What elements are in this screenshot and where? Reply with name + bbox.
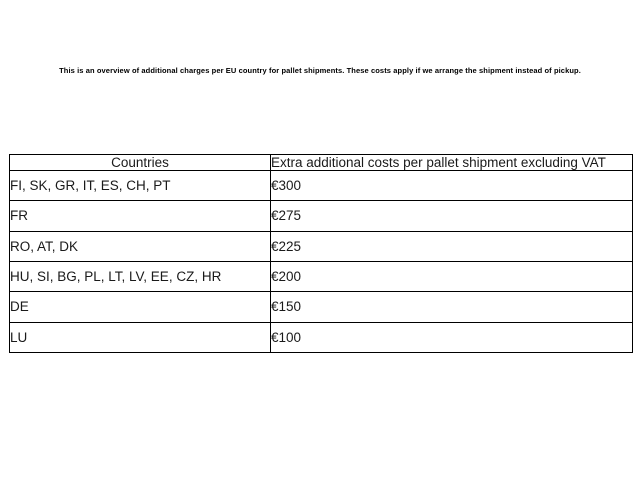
table-row [10, 231, 633, 261]
countries-cell: RO, AT, DK [10, 231, 271, 261]
overview-note: This is an overview of additional charges per EU country for pallet shipments. These costs apply if we arrange the shipment instead of pickup. [59, 66, 581, 75]
table-row [10, 261, 633, 291]
countries-cell: FR [10, 201, 271, 231]
countries-cell: HU, SI, BG, PL, LT, LV, EE, CZ, HR [10, 261, 271, 291]
cost-cell: €300 [271, 171, 633, 201]
table-row [10, 322, 633, 352]
table-row [10, 292, 633, 322]
cost-cell: €150 [271, 292, 633, 322]
costs-column-header: Extra additional costs per pallet shipment excluding VAT [271, 155, 633, 171]
table-row [10, 171, 633, 201]
countries-cell: FI, SK, GR, IT, ES, CH, PT [10, 171, 271, 201]
table-row [10, 201, 633, 231]
cost-cell: €225 [271, 231, 633, 261]
charges-table [9, 154, 633, 353]
countries-column-header: Countries [10, 155, 271, 171]
countries-cell: DE [10, 292, 271, 322]
countries-cell: LU [10, 322, 271, 352]
cost-cell: €275 [271, 201, 633, 231]
table-header-row [10, 155, 633, 171]
cost-cell: €100 [271, 322, 633, 352]
cost-cell: €200 [271, 261, 633, 291]
